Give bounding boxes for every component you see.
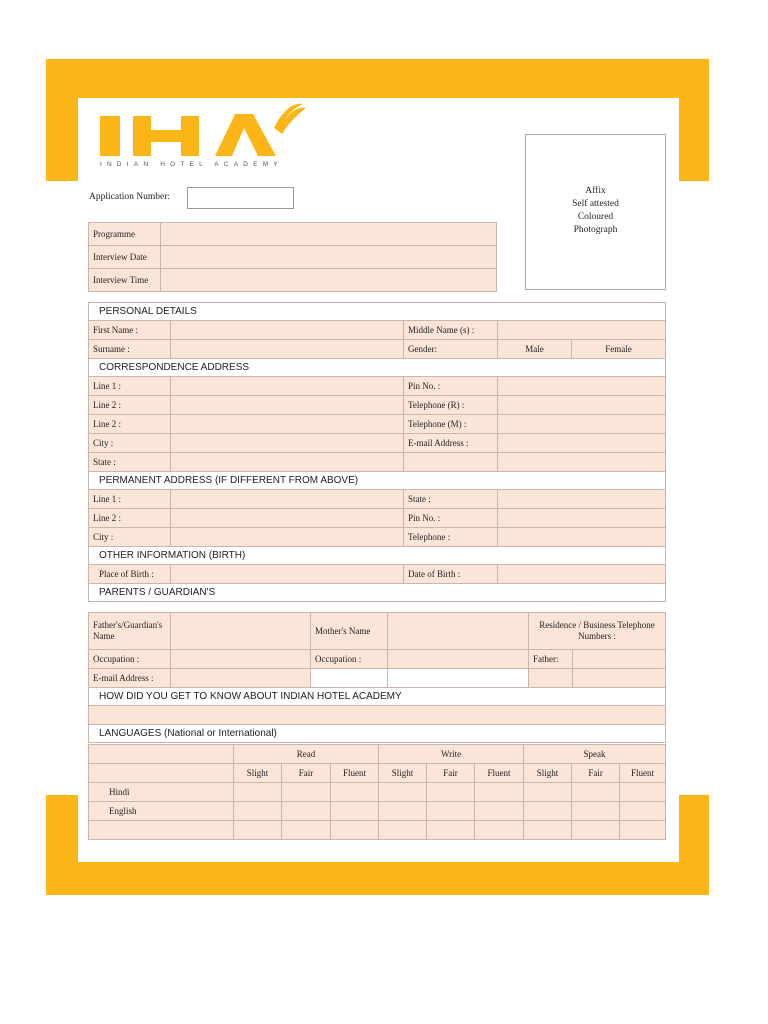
parent-blank-3[interactable] xyxy=(529,669,573,688)
lang-cell[interactable] xyxy=(331,821,379,840)
lang-cell[interactable] xyxy=(282,783,331,802)
languages-heading xyxy=(89,725,666,743)
level-header: Fair xyxy=(282,764,331,783)
programme-field[interactable] xyxy=(161,223,497,246)
corr-line1-field[interactable] xyxy=(171,377,404,396)
interview-time-label: Interview Time xyxy=(89,269,161,292)
parent-blank-1 xyxy=(311,669,388,688)
corr-tel-m-field[interactable] xyxy=(498,415,666,434)
lang-cell[interactable] xyxy=(572,783,620,802)
corr-line1-label: Line 1 : xyxy=(89,377,171,396)
corr-pin-label: Pin No. : xyxy=(404,377,498,396)
how-heading: HOW DID YOU GET TO KNOW ABOUT INDIAN HOTEL ACADEMY xyxy=(89,688,666,706)
corr-line3-label: Line 2 : xyxy=(89,415,171,434)
lang-cell[interactable] xyxy=(427,802,475,821)
iha-logo xyxy=(98,100,308,170)
photo-line-1: Affix xyxy=(585,186,606,196)
first-name-label: First Name : xyxy=(89,321,171,340)
permanent-heading: PERMANENT ADDRESS (IF DIFFERENT FROM ABOVE) xyxy=(89,472,666,490)
photo-line-2: Self attested xyxy=(572,199,619,209)
occupation-2-field[interactable] xyxy=(388,650,529,669)
programme-label: Programme xyxy=(89,223,161,246)
lang-cell[interactable] xyxy=(572,821,620,840)
corr-tel-r-label: Telephone (R) : xyxy=(404,396,498,415)
lang-cell[interactable] xyxy=(282,821,331,840)
level-header: Fluent xyxy=(620,764,666,783)
lang-cell[interactable] xyxy=(524,783,572,802)
logo-tagline: INDIAN HOTEL ACADEMY xyxy=(100,161,283,168)
write-group-header: Write xyxy=(379,745,524,764)
corr-line2-label: Line 2 : xyxy=(89,396,171,415)
parents-table xyxy=(88,612,666,743)
language-row-label xyxy=(89,821,234,840)
residence-telephone-label: Residence / Business Telephone Numbers : xyxy=(529,613,666,650)
level-header: Slight xyxy=(234,764,282,783)
middle-name-label: Middle Name (s) : xyxy=(404,321,498,340)
parents-heading: PARENTS / GUARDIAN'S xyxy=(89,584,666,602)
corr-email-field[interactable] xyxy=(498,434,666,453)
lang-cell[interactable] xyxy=(524,802,572,821)
gender-male-option[interactable]: Male xyxy=(498,340,572,359)
perm-telephone-label: Telephone : xyxy=(404,528,498,547)
how-answer-field[interactable] xyxy=(89,706,666,725)
corr-state-field[interactable] xyxy=(171,453,404,472)
lang-cell[interactable] xyxy=(524,821,572,840)
interview-table xyxy=(88,222,497,292)
parent-blank-4[interactable] xyxy=(573,669,666,688)
level-header: Fair xyxy=(427,764,475,783)
perm-line1-label: Line 1 : xyxy=(89,490,171,509)
application-number-input[interactable] xyxy=(187,187,294,209)
corr-city-label: City : xyxy=(89,434,171,453)
languages-table xyxy=(88,744,666,840)
gender-label: Gender: xyxy=(404,340,498,359)
corr-blank-label xyxy=(404,453,498,472)
application-number-label: Application Number: xyxy=(89,192,170,202)
lang-level-corner xyxy=(89,764,234,783)
corr-blank-field[interactable] xyxy=(498,453,666,472)
lang-cell[interactable] xyxy=(475,802,524,821)
mother-name-label: Mother's Name xyxy=(311,613,388,650)
languages-note: (National or International) xyxy=(164,728,277,739)
lang-cell[interactable] xyxy=(427,821,475,840)
lang-cell[interactable] xyxy=(620,821,666,840)
lang-cell[interactable] xyxy=(620,802,666,821)
corr-pin-field[interactable] xyxy=(498,377,666,396)
photo-box xyxy=(525,134,666,290)
perm-state-label: State : xyxy=(404,490,498,509)
lang-cell[interactable] xyxy=(427,783,475,802)
first-name-field[interactable] xyxy=(171,321,404,340)
father-phone-label: Father: xyxy=(529,650,573,669)
corr-state-label: State : xyxy=(89,453,171,472)
language-row-label: Hindi xyxy=(89,783,234,802)
corr-line2-field[interactable] xyxy=(171,396,404,415)
lang-cell[interactable] xyxy=(572,802,620,821)
parent-email-label: E-mail Address : xyxy=(89,669,171,688)
perm-pin-label: Pin No. : xyxy=(404,509,498,528)
perm-city-label: City : xyxy=(89,528,171,547)
lang-cell[interactable] xyxy=(475,783,524,802)
interview-time-field[interactable] xyxy=(161,269,497,292)
father-name-field[interactable] xyxy=(171,613,311,650)
corr-tel-r-field[interactable] xyxy=(498,396,666,415)
surname-label: Surname : xyxy=(89,340,171,359)
photo-line-4: Photograph xyxy=(573,225,618,235)
level-header: Slight xyxy=(379,764,427,783)
frame-gap-right xyxy=(678,181,709,795)
read-group-header: Read xyxy=(234,745,379,764)
level-header: Fluent xyxy=(331,764,379,783)
gender-female-option[interactable]: Female xyxy=(572,340,666,359)
level-header: Fluent xyxy=(475,764,524,783)
lang-corner-cell xyxy=(89,745,234,764)
parent-email-field[interactable] xyxy=(171,669,311,688)
personal-details-table xyxy=(88,302,666,602)
lang-cell[interactable] xyxy=(620,783,666,802)
place-of-birth-label: Place of Birth : xyxy=(89,565,171,584)
middle-name-field[interactable] xyxy=(498,321,666,340)
corr-tel-m-label: Telephone (M) : xyxy=(404,415,498,434)
lang-cell[interactable] xyxy=(475,821,524,840)
frame-gap-left xyxy=(46,181,79,795)
occupation-2-label: Occupation : xyxy=(311,650,388,669)
interview-date-label: Interview Date xyxy=(89,246,161,269)
languages-title: LANGUAGES xyxy=(99,728,162,739)
lang-cell[interactable] xyxy=(234,802,282,821)
perm-line2-label: Line 2 : xyxy=(89,509,171,528)
father-phone-field[interactable] xyxy=(573,650,666,669)
lang-cell[interactable] xyxy=(331,802,379,821)
corr-city-field[interactable] xyxy=(171,434,404,453)
occupation-1-field[interactable] xyxy=(171,650,311,669)
speak-group-header: Speak xyxy=(524,745,666,764)
lang-cell[interactable] xyxy=(282,802,331,821)
perm-telephone-field[interactable] xyxy=(498,528,666,547)
occupation-1-label: Occupation : xyxy=(89,650,171,669)
perm-line1-field[interactable] xyxy=(171,490,404,509)
date-of-birth-label: Date of Birth : xyxy=(404,565,498,584)
perm-pin-field[interactable] xyxy=(498,509,666,528)
father-name-label: Father's/Guardian's Name xyxy=(89,613,171,650)
date-of-birth-field[interactable] xyxy=(498,565,666,584)
mother-name-field[interactable] xyxy=(388,613,529,650)
perm-state-field[interactable] xyxy=(498,490,666,509)
language-row-label: English xyxy=(89,802,234,821)
photo-line-3: Coloured xyxy=(577,212,614,222)
corr-email-label: E-mail Address : xyxy=(404,434,498,453)
lang-cell[interactable] xyxy=(331,783,379,802)
personal-details-heading: PERSONAL DETAILS xyxy=(89,303,666,321)
parent-blank-2 xyxy=(388,669,529,688)
surname-field[interactable] xyxy=(171,340,404,359)
lang-cell[interactable] xyxy=(379,821,427,840)
lang-cell[interactable] xyxy=(234,821,282,840)
level-header: Slight xyxy=(524,764,572,783)
level-header: Fair xyxy=(572,764,620,783)
perm-line2-field[interactable] xyxy=(171,509,404,528)
corr-line3-field[interactable] xyxy=(171,415,404,434)
lang-cell[interactable] xyxy=(234,783,282,802)
lang-cell[interactable] xyxy=(379,783,427,802)
lang-cell[interactable] xyxy=(379,802,427,821)
perm-city-field[interactable] xyxy=(171,528,404,547)
other-info-heading: OTHER INFORMATION (BIRTH) xyxy=(89,547,666,565)
interview-date-field[interactable] xyxy=(161,246,497,269)
place-of-birth-field[interactable] xyxy=(171,565,404,584)
correspondence-heading: CORRESPONDENCE ADDRESS xyxy=(89,359,666,377)
